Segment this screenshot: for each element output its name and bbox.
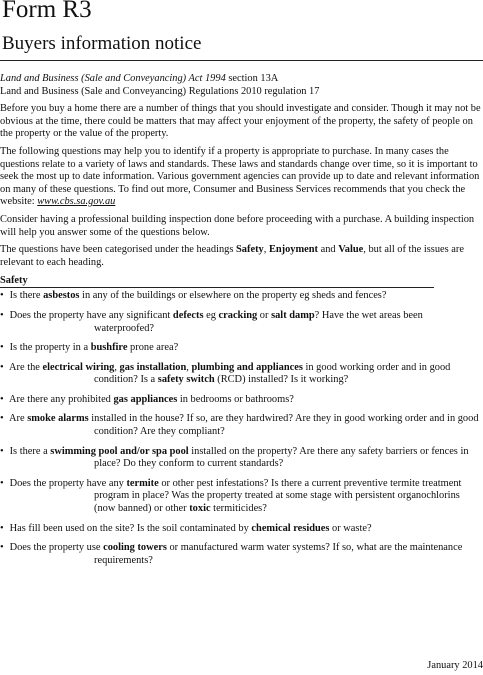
text: or manufactured warm water systems? If so, what are the maintenance requirements? (94, 542, 463, 566)
act-section: section 13A (225, 73, 279, 84)
legislation-references (0, 73, 483, 98)
document-body (0, 73, 483, 574)
text: eg (203, 309, 219, 321)
keyword: termite (126, 477, 159, 489)
bullet-icon: • (0, 393, 4, 405)
keyword: chemical residues (251, 522, 330, 534)
text: in bedrooms or bathrooms? (177, 393, 294, 405)
question-smoke-alarms (0, 413, 483, 438)
question-fill-soil (0, 523, 483, 536)
bullet-icon: • (0, 309, 4, 321)
keyword: gas appliances (113, 393, 178, 405)
text: installed in the house? If so, are they hardwired? Are they in good working order and in good condition? Are they compliant? (88, 413, 479, 438)
question-bushfire (0, 342, 483, 355)
text: termiticides? (210, 503, 267, 515)
act-reference (0, 73, 483, 86)
text: Is there (7, 290, 44, 302)
header-rule (0, 60, 483, 61)
text: or (257, 309, 272, 321)
intro-paragraph-2 (0, 146, 483, 209)
text: or other pest infestations? Is there a current preventive termite treatment program in place? Was the property treated at some stage with persistent organochlorins (now banned) or other (94, 477, 462, 515)
heading-term-safety: Safety (236, 244, 264, 256)
act-name: Land and Business (Sale and Conveyancing) Act 1994 (0, 73, 226, 84)
intro-paragraph-4 (0, 244, 483, 269)
bullet-icon: • (0, 413, 4, 425)
question-termites (0, 478, 483, 516)
regulation-reference: Land and Business (Sale and Conveyancing) Regulations 2010 regulation 17 (0, 85, 320, 97)
text: Does the property use (7, 542, 104, 554)
text: Has fill been used on the site? Is the soil contaminated by (7, 522, 252, 534)
keyword: plumbing and appliances (191, 361, 303, 373)
text: The questions have been categorised under the headings (0, 244, 237, 256)
form-subtitle: Buyers information notice (2, 33, 202, 54)
bullet-icon: • (0, 522, 4, 534)
text: , (186, 361, 192, 373)
section-heading-safety: Safety (0, 275, 434, 288)
keyword: defects (172, 309, 204, 321)
intro-paragraph-3: Consider having a professional building inspection done before proceeding with a purchase. A building inspection will help you answer some of the questions below. (0, 213, 475, 238)
text: , (114, 361, 120, 373)
question-swimming-pool (0, 446, 483, 471)
question-electrical-gas-plumbing (0, 362, 483, 387)
bullet-icon: • (0, 290, 4, 302)
bullet-icon: • (0, 361, 4, 373)
keyword: asbestos (43, 290, 80, 302)
form-title: Form R3 (2, 0, 92, 23)
text: , but all of the issues are relevant to each heading. (0, 244, 464, 268)
question-defects (0, 310, 483, 335)
text: installed on the property? Are there any safety barriers or fences in place? Do they conform to current standards? (94, 445, 469, 470)
text: Are (7, 413, 28, 425)
text: and (318, 244, 339, 256)
text: Is the property in a (7, 342, 91, 354)
question-gas-appliances (0, 394, 483, 407)
keyword: swimming pool and/or spa pool (50, 445, 189, 457)
text: Is there a (7, 445, 51, 457)
text: Does the property have any (7, 477, 127, 489)
question-asbestos (0, 290, 483, 303)
footer-date: January 2014 (427, 660, 483, 671)
text: ? Have the wet areas been waterproofed? (94, 309, 423, 334)
text: (RCD) installed? Is it working? (214, 374, 349, 386)
text: Are the (7, 361, 43, 373)
intro-paragraph-2-text: The following questions may help you to identify if a property is appropriate to purchase. In many cases the questions relate to a variety of laws and standards. These laws and standards change over time, so it is important to seek the most up to date information. Various government agencies can provide up to date and relevant information on many of these questions. To find out more, Consumer and Business Services recommends that you check the website: (0, 145, 480, 208)
bullet-icon: • (0, 445, 4, 457)
text: , (263, 244, 269, 256)
text: Does the property have any significant (7, 309, 173, 321)
keyword: smoke alarms (27, 413, 89, 425)
keyword: cooling towers (103, 542, 167, 554)
bullet-icon: • (0, 477, 4, 489)
keyword: bushfire (90, 342, 128, 354)
safety-questions-list (0, 290, 483, 567)
text: Are there any prohibited (7, 393, 114, 405)
heading-term-value: Value (338, 244, 364, 256)
keyword: electrical wiring (42, 361, 115, 373)
keyword: salt damp (271, 309, 315, 321)
keyword: toxic (189, 503, 211, 515)
keyword: gas installation (119, 361, 187, 373)
keyword: safety switch (157, 374, 215, 386)
text: in good working order and in good condition? Is a (94, 361, 451, 386)
text: prone area? (127, 342, 179, 354)
intro-paragraph-1: Before you buy a home there are a number of things that you should investigate and consider. Though it may not be obvious at the time, there could be matters that may affect your enjoyment of the property, the safety of people on the property or the value of the property. (0, 103, 481, 140)
heading-term-enjoyment: Enjoyment (268, 244, 319, 256)
question-cooling-towers (0, 542, 483, 567)
cbs-website-link[interactable]: www.cbs.sa.gov.au (37, 196, 116, 208)
bullet-icon: • (0, 342, 4, 354)
text: or waste? (329, 522, 372, 534)
bullet-icon: • (0, 542, 4, 554)
keyword: cracking (218, 309, 258, 321)
text: in any of the buildings or elsewhere on the property eg sheds and fences? (79, 290, 387, 302)
